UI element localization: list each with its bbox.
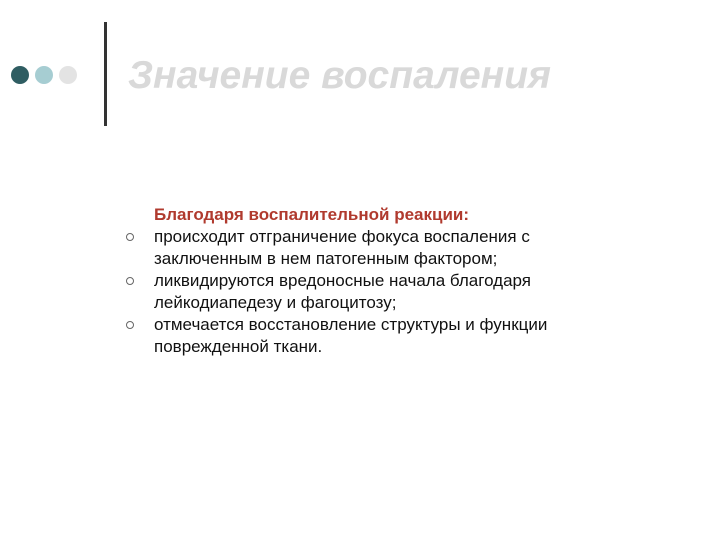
light-dot-icon (35, 66, 53, 84)
bullet-icon (126, 321, 134, 329)
bullet-item (122, 226, 642, 270)
bullet-text: ликвидируются вредоносные начала благодаря лейкодиапедезу и фагоцитозу; (154, 271, 532, 312)
bullet-text: отмечается восстановление структуры и функции поврежденной ткани. (154, 315, 548, 356)
dark-dot-icon (11, 66, 29, 84)
bullet-item (122, 270, 642, 314)
bullet-text: происходит отграничение фокуса воспаления с заключенным в нем патогенным фактором; (154, 227, 530, 268)
intro-text: Благодаря воспалительной реакции: (154, 205, 470, 224)
slide-title: Значение воспаления (128, 54, 552, 97)
bullet-icon (126, 233, 134, 241)
title-divider (104, 22, 107, 126)
bullet-item (122, 314, 642, 358)
bullet-icon (126, 277, 134, 285)
slide-content (122, 204, 642, 358)
decorative-dots-icon (11, 66, 77, 84)
pale-dot-icon (59, 66, 77, 84)
